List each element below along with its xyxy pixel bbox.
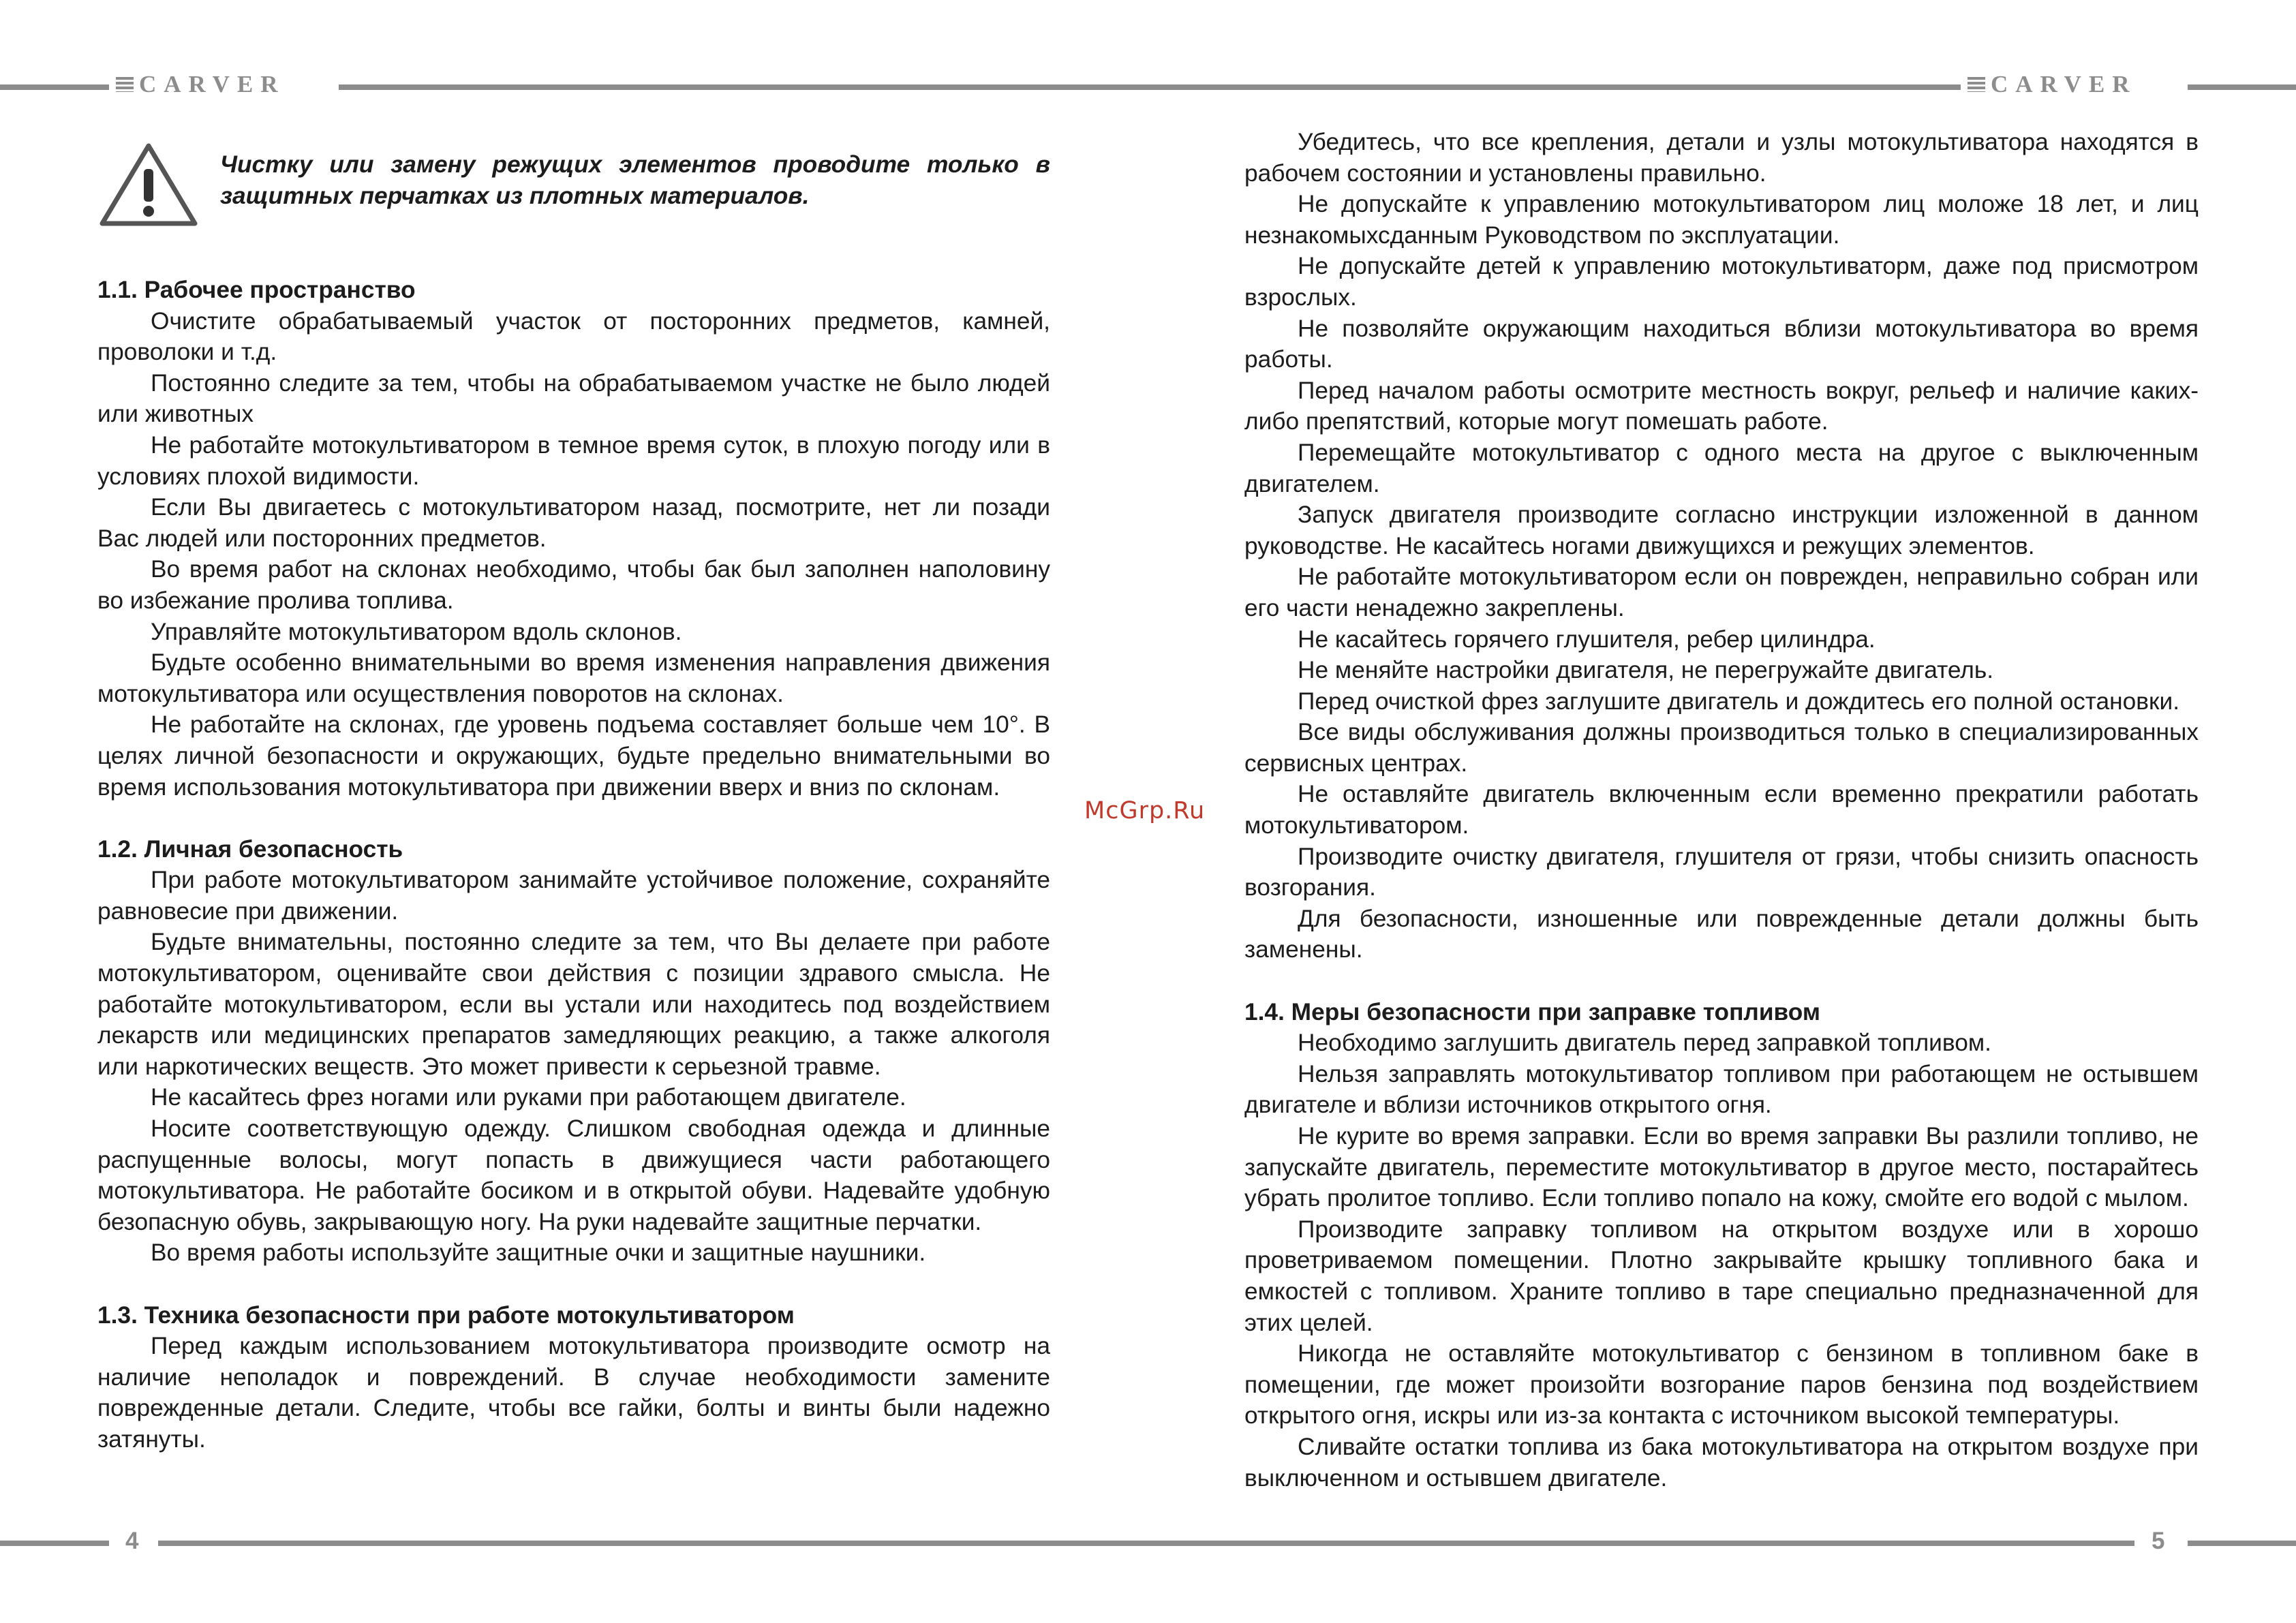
paragraph: Не касайтесь горячего глушителя, ребер цилиндра. xyxy=(1298,625,1876,653)
paragraph: Во время работ на склонах необходимо, чтобы бак был заполнен наполовину во избежание пролива топлива. xyxy=(97,556,1050,614)
paragraph: Носите соответствующую одежду. Слишком свободная одежда и длинные распущенные волосы, могут попасть в движущиеся части работающего мотокультиватора. Не работайте босиком и в открытой обуви. Надевайте удобную безопасную обувь, закрывающую ногу. На руки надевайте защитные перчатки. xyxy=(97,1115,1050,1235)
paragraph: Никогда не оставляйте мотокультиватор с бензином в топливном баке в помещении, где может произойти возгорание паров бензина под воздействием открытого огня, искры или из-за контакта с источником высокой температуры. xyxy=(1244,1340,2199,1429)
paragraph: Нельзя заправлять мотокультиватор топливом при работающем не остывшем двигателе и вблизи источников открытого огня. xyxy=(1244,1060,2199,1119)
page-number-right: 5 xyxy=(2152,1528,2165,1554)
section-title: 1.1. Рабочее пространство xyxy=(97,277,416,303)
right-page xyxy=(1244,127,2199,1494)
page-number-left: 4 xyxy=(125,1528,139,1554)
brand-mark-icon xyxy=(116,77,134,92)
left-page xyxy=(97,275,1050,1455)
paragraph: Убедитесь, что все крепления, детали и узлы мотокультиватора находятся в рабочем состоянии и установлены правильно. xyxy=(1244,129,2199,187)
header-rule-left-a xyxy=(0,84,109,90)
paragraph: Не оставляйте двигатель включенным если временно прекратили работать мотокультиватором. xyxy=(1244,781,2199,839)
paragraph: Производите заправку топливом на открытом воздухе или в хорошо проветриваемом помещении. Плотно закрывайте крышку топливного бака и емкостей с топливом. Храните топливо в таре специально предназначенной для этих целей. xyxy=(1244,1216,2199,1336)
warning-text: Чистку или замену режущих элементов проводите только в защитных перчатках из плотных материалов. xyxy=(220,151,1050,209)
footer-rule-left xyxy=(0,1541,109,1546)
paragraph: Запуск двигателя производите согласно инструкции изложенной в данном руководстве. Не касайтесь ногами движущихся и режущих элементов. xyxy=(1244,501,2199,559)
paragraph: Не позволяйте окружающим находиться вблизи мотокультиватора во время работы. xyxy=(1244,315,2199,373)
footer-rule-right xyxy=(2188,1541,2296,1546)
paragraph: Перед очисткой фрез заглушите двигатель и дождитесь его полной остановки. xyxy=(1298,687,2180,715)
paragraph: Во время работы используйте защитные очки и защитные наушники. xyxy=(151,1239,926,1267)
paragraph: Для безопасности, изношенные или поврежденные детали должны быть заменены. xyxy=(1244,905,2199,963)
paragraph: Все виды обслуживания должны производиться только в специализированных сервисных центрах. xyxy=(1244,719,2199,777)
paragraph: Не допускайте к управлению мотокультиватором лиц моложе 18 лет, и лиц незнакомыхсданным Руководством по эксплуатации. xyxy=(1244,191,2199,249)
brand-logo-right xyxy=(1968,73,2137,96)
paragraph: Не касайтесь фрез ногами или руками при работающем двигателе. xyxy=(151,1084,906,1111)
paragraph: Сливайте остатки топлива из бака мотокультиватора на открытом воздухе при выключенном и остывшем двигателе. xyxy=(1244,1433,2199,1491)
paragraph: Очистите обрабатываемый участок от посторонних предметов, камней, проволоки и т.д. xyxy=(97,307,1050,366)
warning-triangle-icon xyxy=(97,140,200,228)
paragraph: Будьте особенно внимательными во время изменения направления движения мотокультиватора или осуществления поворотов на склонах. xyxy=(97,649,1050,707)
brand-name-right: CARVER xyxy=(1991,71,2137,97)
header-rule-left-b xyxy=(339,84,1961,90)
paragraph: Перед каждым использованием мотокультиватора производите осмотр на наличие неполадок и повреждений. В случае необходимости замените поврежденные детали. Следите, чтобы все гайки, болты и винты были надежно затянуты. xyxy=(97,1333,1050,1453)
section-title: 1.3. Техника безопасности при работе мотокультиватором xyxy=(97,1301,795,1329)
paragraph: Будьте внимательны, постоянно следите за тем, что Вы делаете при работе мотокультиватором, оценивайте свои действия с позиции здравого смысла. Не работайте мотокультиватором, если вы устали или находитесь под воздействием лекарств или медицинских препаратов замедляющих реакцию, а также алкоголя или наркотических веществ. Это может привести к серьезной травме. xyxy=(97,929,1050,1080)
paragraph: Не курите во время заправки. Если во время заправки Вы разлили топливо, не запускайте двигатель, переместите мотокультиватор в другое место, постарайтесь убрать пролитое топливо. Если топливо попало на кожу, смойте его водой с мылом. xyxy=(1244,1123,2199,1212)
paragraph: Производите очистку двигателя, глушителя от грязи, чтобы снизить опасность возгорания. xyxy=(1244,843,2199,901)
header-rule-right xyxy=(2188,84,2296,90)
paragraph: Не работайте мотокультиватором в темное время суток, в плохую погоду или в условиях плохой видимости. xyxy=(97,431,1050,490)
paragraph: Не работайте мотокультиватором если он поврежден, неправильно собран или его части ненадежно закреплены. xyxy=(1244,563,2199,621)
paragraph: Если Вы двигаетесь с мотокультиватором назад, посмотрите, нет ли позади Вас людей или посторонних предметов. xyxy=(97,494,1050,552)
brand-mark-icon xyxy=(1968,77,1985,92)
section-title: 1.2. Личная безопасность xyxy=(97,835,403,863)
watermark-text: McGrp.Ru xyxy=(1084,797,1206,824)
paragraph: Перед началом работы осмотрите местность вокруг, рельеф и наличие каких-либо препятствий, которые могут помешать работе. xyxy=(1244,377,2199,435)
section-title: 1.4. Меры безопасности при заправке топливом xyxy=(1244,998,1820,1025)
paragraph: Постоянно следите за тем, чтобы на обрабатываемом участке не было людей или животных xyxy=(97,369,1050,428)
paragraph: Не работайте на склонах, где уровень подъема составляет больше чем 10°. В целях личной безопасности и окружающих, будьте предельно внимательными во время использования мотокультиватора при движении вверх и вниз по склонам. xyxy=(97,711,1050,801)
paragraph: Перемещайте мотокультиватор с одного места на другое с выключенным двигателем. xyxy=(1244,439,2199,497)
paragraph: Не допускайте детей к управлению мотокультиваторм, даже под присмотром взрослых. xyxy=(1244,253,2199,311)
footer-rule-middle xyxy=(158,1541,2134,1546)
brand-logo-left xyxy=(116,73,286,96)
paragraph: Необходимо заглушить двигатель перед заправкой топливом. xyxy=(1298,1030,1991,1057)
paragraph: Управляйте мотокультиватором вдоль склонов. xyxy=(151,618,682,645)
paragraph: Не меняйте настройки двигателя, не перегружайте двигатель. xyxy=(1298,657,1994,684)
brand-name-left: CARVER xyxy=(139,71,286,97)
paragraph: При работе мотокультиватором занимайте устойчивое положение, сохраняйте равновесие при движении. xyxy=(97,867,1050,925)
